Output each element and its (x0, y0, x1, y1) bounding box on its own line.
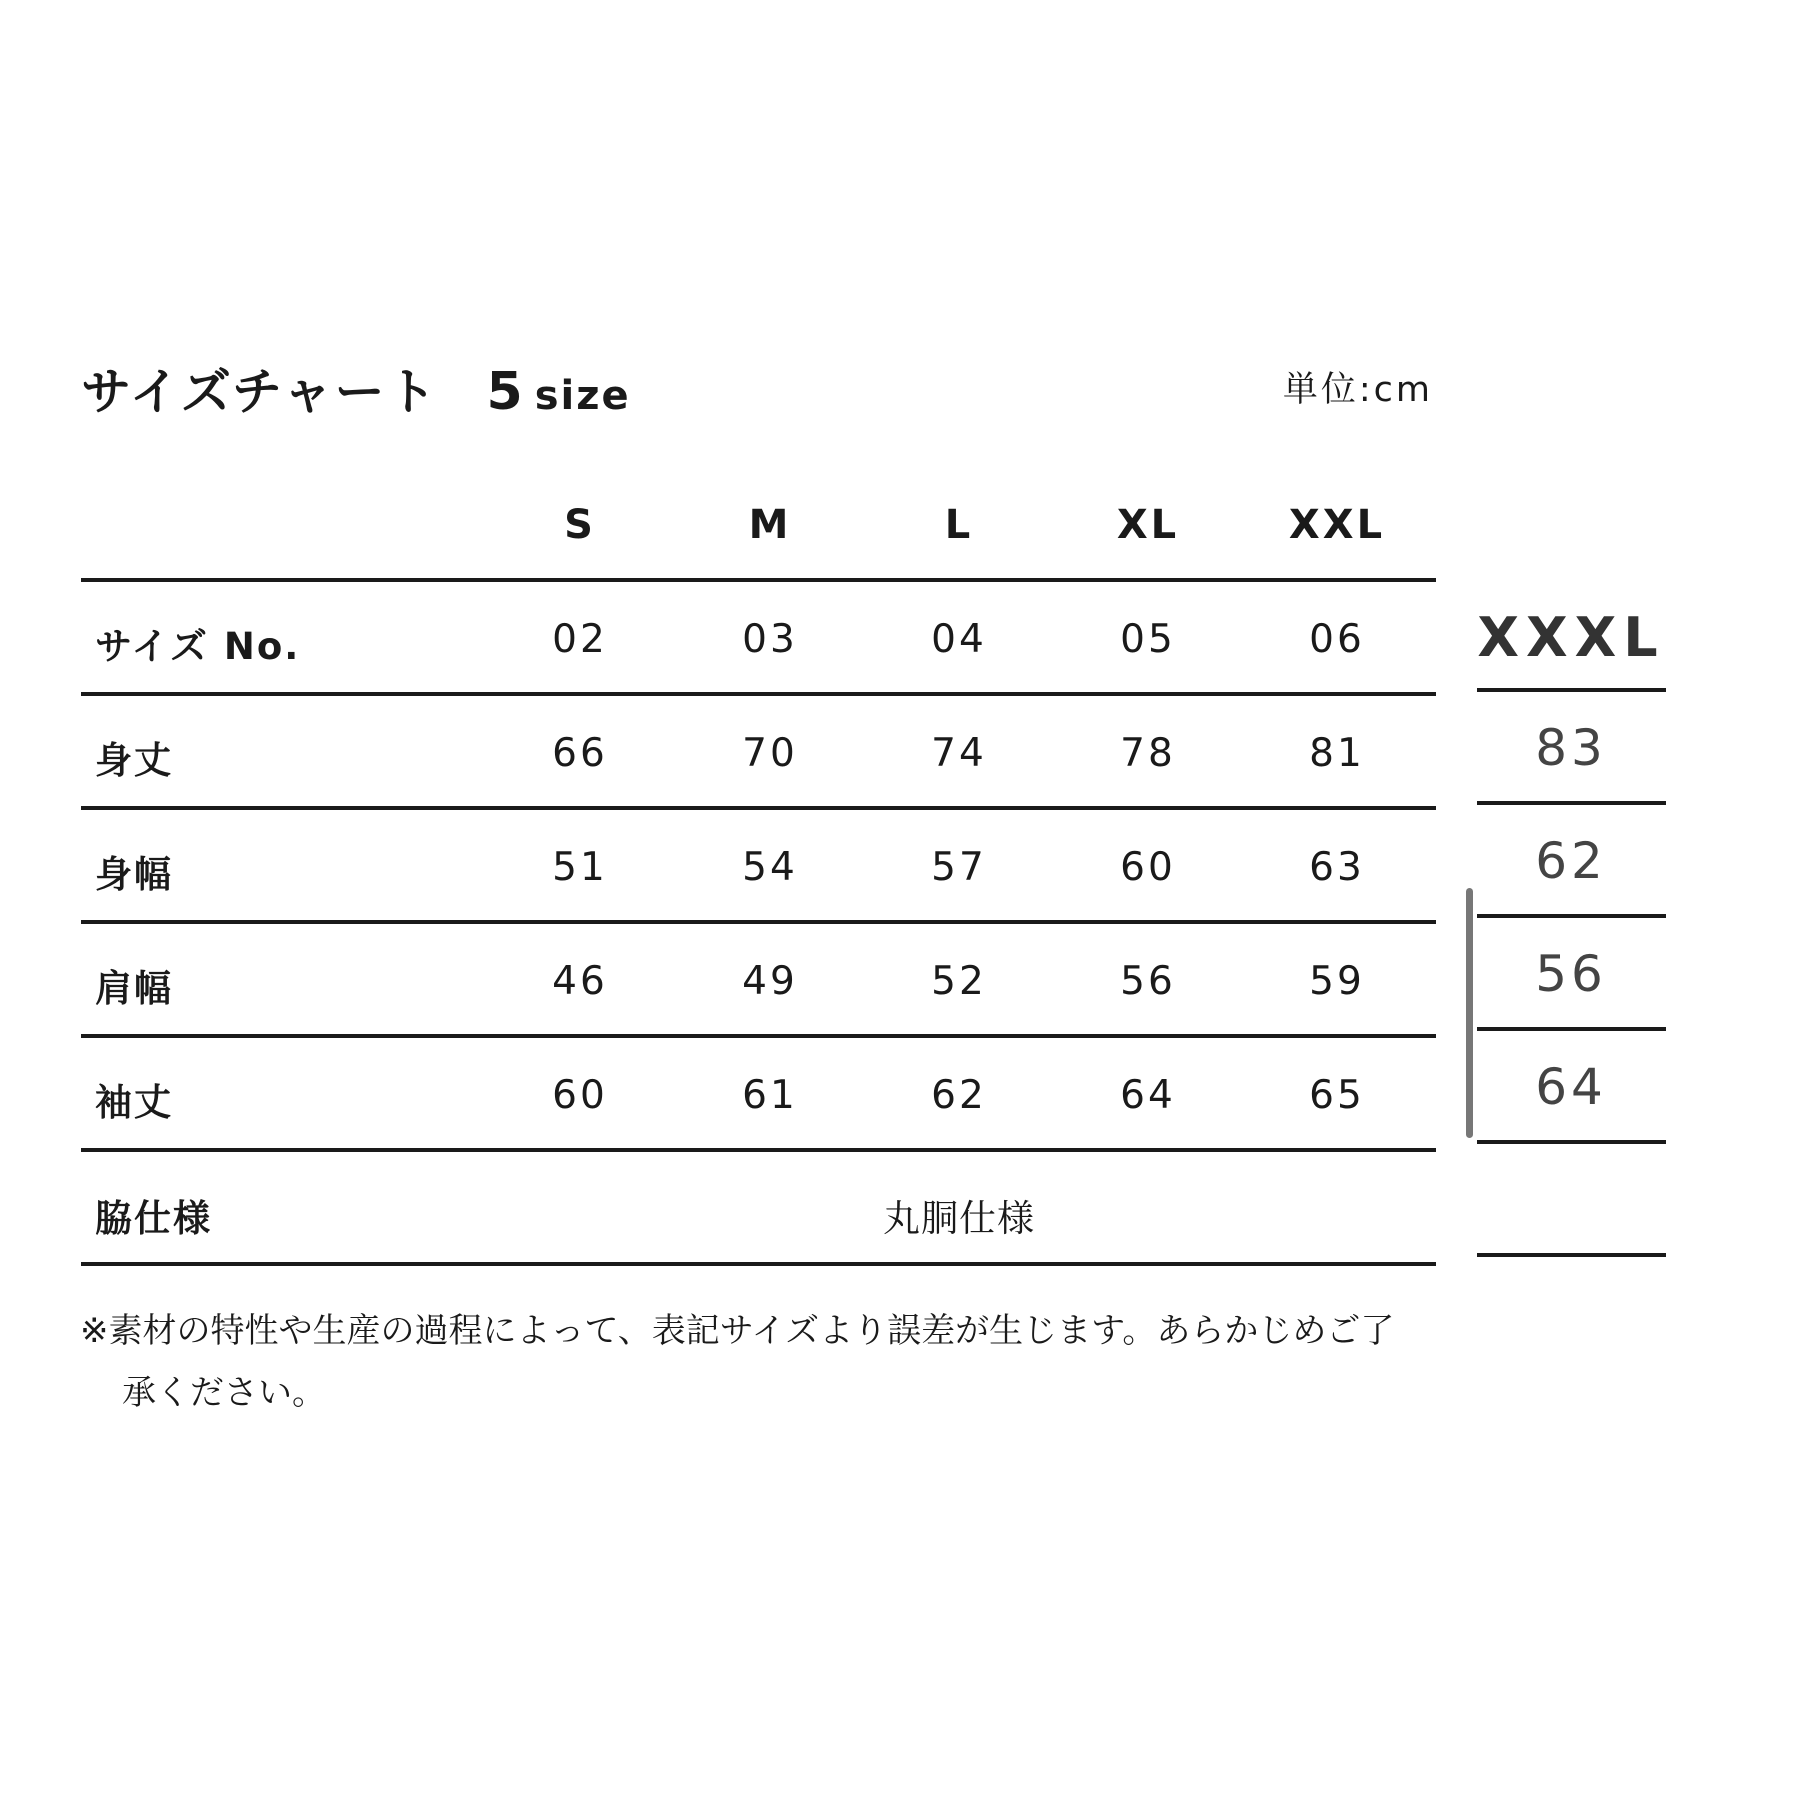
table-cell: 52 (931, 959, 987, 1004)
table-cell: 70 (742, 731, 798, 776)
table-cell: 49 (742, 959, 798, 1004)
scrollbar-indicator (1466, 888, 1473, 1138)
row-label: 肩幅 (95, 967, 173, 1010)
table-cell: 61 (742, 1073, 798, 1118)
extra-column-cell: 83 (1535, 719, 1607, 777)
note-line-1: ※素材の特性や生産の過程によって、表記サイズより誤差が生じます。あらかじめご了 (80, 1311, 1395, 1351)
table-cell: 64 (1120, 1073, 1176, 1118)
row-label: 袖丈 (95, 1081, 173, 1124)
column-header: S (564, 502, 596, 548)
table-cell: 57 (931, 845, 987, 890)
table-divider (81, 1148, 1436, 1152)
note-line-2: 承ください。 (122, 1373, 326, 1413)
table-cell: 81 (1309, 731, 1365, 776)
table-cell: 59 (1309, 959, 1365, 1004)
table-cell: 65 (1309, 1073, 1365, 1118)
title-size-count: 5 (486, 362, 525, 422)
table-cell: 63 (1309, 845, 1365, 890)
row-label-side-spec: 脇仕様 (95, 1197, 212, 1240)
title-size-word: size (534, 373, 631, 419)
side-spec-value: 丸胴仕様 (883, 1197, 1035, 1240)
table-divider (81, 920, 1436, 924)
row-label: 身丈 (95, 739, 173, 782)
table-cell: 05 (1120, 617, 1176, 662)
row-label: 身幅 (95, 853, 173, 896)
table-divider (81, 806, 1436, 810)
extra-column-divider (1477, 1253, 1666, 1257)
extra-column-cell: 64 (1535, 1058, 1607, 1116)
row-label: サイズ No. (95, 625, 301, 668)
table-cell: 62 (931, 1073, 987, 1118)
extra-column-divider (1477, 1027, 1666, 1031)
table-cell: 46 (552, 959, 608, 1004)
table-cell: 54 (742, 845, 798, 890)
table-cell: 66 (552, 731, 608, 776)
table-cell: 51 (552, 845, 608, 890)
table-cell: 60 (552, 1073, 608, 1118)
unit-label: 単位:cm (1282, 370, 1433, 410)
extra-column-divider (1477, 914, 1666, 918)
table-cell: 03 (742, 617, 798, 662)
column-header: XL (1116, 502, 1180, 548)
title-main: サイズチャート (81, 363, 439, 421)
column-header: L (944, 502, 974, 548)
table-divider (81, 1034, 1436, 1038)
column-header: XXL (1288, 502, 1386, 548)
extra-column-header: XXXL (1477, 606, 1665, 669)
disclaimer-note (80, 1300, 1460, 1424)
table-cell: 74 (931, 731, 987, 776)
table-cell: 06 (1309, 617, 1365, 662)
extra-column-divider (1477, 688, 1666, 692)
table-cell: 78 (1120, 731, 1176, 776)
extra-column-cell: 62 (1535, 832, 1607, 890)
table-cell: 04 (931, 617, 987, 662)
table-divider (81, 578, 1436, 582)
column-header: M (748, 502, 792, 548)
page-title (81, 352, 631, 424)
table-divider (81, 1262, 1436, 1266)
extra-column-divider (1477, 1140, 1666, 1144)
extra-column-cell: 56 (1535, 945, 1607, 1003)
table-divider (81, 692, 1436, 696)
extra-column-divider (1477, 801, 1666, 805)
table-cell: 56 (1120, 959, 1176, 1004)
table-cell: 02 (552, 617, 608, 662)
table-cell: 60 (1120, 845, 1176, 890)
